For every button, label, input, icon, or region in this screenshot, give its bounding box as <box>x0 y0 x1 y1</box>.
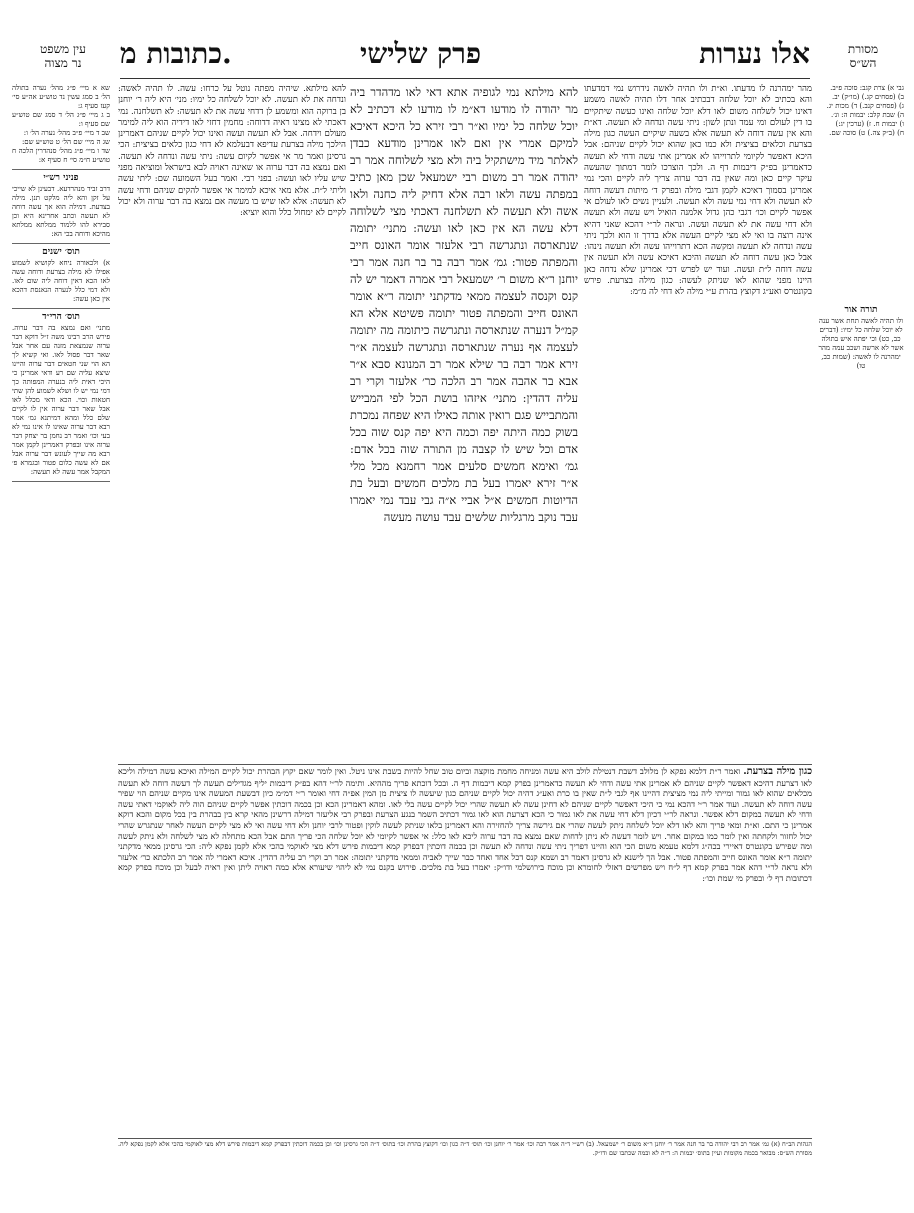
ein-mishpat-entry: ב ג מיי׳ פ״ג הל׳ ד סמג שם טוש״ע שם סעיף ו: <box>12 111 110 128</box>
masoret-entry: ח) (ב״ק צה.) ט) סוכה שם. <box>829 129 904 137</box>
masoret-entry: ה) שבת קלב: יבמות ה: ונ׳. <box>831 111 904 119</box>
tosafot-yeshanim-box <box>12 248 110 309</box>
masoret-label: מסורת <box>847 42 879 56</box>
hashas-label: הש״ס <box>849 56 877 70</box>
masoret-entry: ב) (פסחים קג.) (מו״ק) יב. <box>832 93 904 101</box>
tosafot-yeshanim-text: א) ולכאורה ניחא לקושיא לשמוע אפילו לא מילה בצרעת ודוחה עשה לאו הכא דאין דוחה ליה שום לאו. ולא דמי כלל לנערה הנאנסת דהכא אין כאן עשה: <box>12 259 110 303</box>
masoret-entry: ג) (פסחים קנב.) ד) מכות יג. <box>826 102 904 110</box>
ein-mishpat-heading <box>18 42 108 70</box>
commentary-right-text: מהר ימהרנה לו מדעתו. וא״ת ולו תהיה לאשה נידרוש נמי דמדעתו והא בכתיב לא יוכל שלחה דבכתיב אחר דלו תהיה לאשה משמע דאינו יכול לשלחה משום לאו דלא יוכל שלחה ואינו כעשה שיתקיים בו דין לעולם ומי עמד ונתן לשון: ניתי עשה ונדחה לא תעשה. דא״ת והא אין עשה דוחה לא תעשה אלא בשעה שיקיים העשה כגון מילה בצרעת וכלאים בציצית ולא כמו כאן שהוא יכול לקיים שניהם: אבל היכא דאפשר לקיומי לתרוייהו לא אמרינן אתי עשה ודחי לא תעשה כדאמרינן בפ״ק דיבמות דף ה. ולכך הוצרכו לומר דמתוך שהעשה עיקר קיים כאן ומה שאין בה דבר ערוה צריך ליה לקיים והכי נמי אמרינן בסמוך דאיכא לקמן דגבי מילה ובפרק ד׳ מיתות דעשה דוחה לא תעשה ולא דחי נמי עשה ולא תעשה. ולעניין נשים לאו לעולם אי אפשר לקיים וכו׳ דגבי כהן גדול אלמנה הואיל ויש עשה ולא תעשה ולא דחי עשה את לא תעשה ועשה. ונראה לר״י דהכא שאני דהיא אינה רוצה בו ואי לא מצי לקיים העשה אלא בדרך זו הוא ולכך ניתי עשה ונדחה לא תעשה ומקשה הכא דתרוייהו עשה ולא תעשה נינהו: אבל כאן עשה דוחה לא תעשה והיכא דאיכא עשה ולא תעשה אין עשה דוחה ל״ת ועשה. ועוד יש לפרש דכי אמרינן שלא נדחה כאן היינו מפני שהוא לאו שניתק לעשה: כגון מילה בצרעת. פירש בקונטרס ואע״ג דקוצץ בהרת ע״י מילה לא דחי לה מ״מ: <box>584 84 812 298</box>
tosafot-rid-text: מתני׳ ואם נמצא בה דבר ערוה. פירש הרב רבינו משה ז״ל דוקא דבר ערוה שנמצאת מזנה עם אחר אבל שאר דבר פסול לאו. ואי קשיא לך הא הוי שני חטאים דבר ערוה והיינו שיצא עליה שם רע ודאי אמרינן כי היכי דאית ליה בנערה המפותה כך דמי נמי יש לו ושלא לשמוע להן שתי חטאות וכוי. הכא ודאי מכלל לאו אבל שאר דבר ערוה אין לו לקיים שלם כלל ומהא דמיתנא גמ׳ אמר רבא דבר ערוה שאינו לו אינו נמי לא בעי וכו׳ ואמר רב נחמן בר יצחק דבר ערוה אינו ובפרק דאמרינן לקמן אמר רבא מה שייך לעונש דבר ערוה אבל אם לא עשה כלום פטור ובגמרא פ׳ המקבל אמר עשה לא תעשה: <box>12 324 110 476</box>
commentary-column-right <box>584 84 812 764</box>
header-rule <box>120 78 810 79</box>
ner-mitzvah-label: נר מצוה <box>44 56 82 70</box>
footer-text: הגהות הב״ח (א) גמ׳ אמר רב רבי יהודה בר בר חנה אמר ר׳ יוחנן ר״א משום ר׳ ישמעאל. (ב) רש״י ד״ה אמר רבה וכו׳ אמר ר׳ יוחנן וכו׳ תוס׳ ד״ה כגון וכו׳ דקוצץ בהרת וכו׳ בתוס׳ ד״ה הכי גרסינן וכו׳ וכן בכמה דוכתין דבפרק קמא דיבמות פירש דלא מצי לאוקמי בהכי אלא לקמן נפקא ליה. מסורת הש״ס: מבואר בכמה מקומות ועיין בתוס׳ יבמות ה: ד״ה לא ובמה שכתבו שם ודו״ק. <box>118 1140 812 1157</box>
masoret-heading <box>822 42 904 70</box>
gemara-text: להא מילתא נמי לגופיה אתא דאי לאו מדהדר ביה מר יהודה לו מודעו דא״מ לו מודעו לא דכתיב לא יוכל שלחה כל ימיו וא״ר רבי זירא כל היכא דאיכא למיקם אמרי אין ואם לאו אמרינן מודעא כבדן לאלתר מיד מישתקיל ביה ולא מצי לשלוחה אמר רב יהודה אמר רב משום רבי ישמעאל שכן מאן כתיב במפתה עשה ולאו רבה אלא דחיק ליה כחנה ולאו אשה ולא תעשה לא תשלחנה דאכתי מצי לשלוחה דלא עשה הא אין כאן לאו ועשה: מתני׳ יתומה שנתארסה ונתגרשה רבי אלעזר אומר האונס חייב והמפתה פטור: גמ׳ אמר רבה בר בר חנה אמר רבי יוחנן ר״א משום ר׳ ישמעאל רבי אמרה דאמר יש לה קנס וקנסה לעצמה ממאי מדקתני יתומה ר״א אומר האונס חייב והמפתה פטור יתומה פשיטא אלא הא קמ״ל דנערה שנתארסה ונתגרשה כיתומה מה יתומה לעצמה אף נערה שנתארסה ונתגרשה לעצמה א״ר זירא אמר רבה בר שילא אמר רב המנונא סבא א״ר אבא בר אהבה אמר רב הלכה כר׳ אלעזר וקרי רב עליה דהדין: מתני׳ איזהו בושת הכל לפי המבייש והמתבייש פגם רואין אותה כאילו היא שפחה נמכרת בשוק כמה היתה יפה וכמה היא יפה קנס שוה בכל אדם וכל שיש לו קצבה מן התורה שוה בכל אדם: גמ׳ ואימא חמשים סלעים אמר רחמנא מכל מלי א״ר זירא יאמרו בעל בת מלכים חמשים ובעל בת הדיוטות חמשים א״ל אביי א״ה גבי עבד נמי יאמרו עבד נוקב מרגליות שלשים עבד עושה מעשה <box>350 85 578 524</box>
gemara-main-text <box>350 84 578 764</box>
masoret-hashas-column <box>818 84 904 304</box>
masoret-entry: ו) יבמות ח. ז) (ערכין יג:) <box>835 120 904 128</box>
penei-rashi-text: דרב זביד מנהרדעא. דבעינן לא שייכי על זקן והא ליה מלקט תנן. מילה בצדעת. דמילה הוא אך עשה דוחה לא תעשה וכתב אחרינא היא וכן סבירא להו ללמוד ממלתא ממלתא מהיכא ודוחה בכי הא: <box>12 185 110 238</box>
ein-mishpat-entry: שב ד מיי׳ פ״ב מהל׳ נערה הל׳ ו: <box>23 129 110 137</box>
footer-rule <box>118 1138 812 1139</box>
footer-glosses <box>118 1140 812 1184</box>
tosafot-rid-box <box>12 313 110 482</box>
ein-mishpat-entry: שא א מיי׳ פ״ג מהל׳ נערה בתולה הל׳ ב סמג עשין נד טוש״ע אה״ע סי׳ קעז סעיף ג: <box>12 84 110 110</box>
bottom-section-rule <box>118 764 812 765</box>
penei-rashi-box <box>12 174 110 244</box>
ein-mishpat-entry: שד ו מיי׳ פ״ג מהל׳ סנהדרין הלכה ח טוש״ע ח״מ סי׳ ח סעיף א: <box>12 147 110 164</box>
bottom-lead-words: כגון מילה בצרעת. <box>743 766 812 777</box>
torah-ohr-text: ולו תהיה לאשה תחת אשר ענה לא יוכל שלחה כל ימיו: (דברים כב, כט) וכי יפתה איש בתולה אשר לא ארשה ושכב עמה מהר ימהרנה לו לאשה: (שמות כב, טו) <box>818 317 904 370</box>
tractate-folio-title: כתובות מ. <box>120 37 232 70</box>
commentary-left-text: להא מילתא. שיהיה מפתה נוטל על כרחו: עשה. לו תהיה לאשה: ונדחה את לא תעשה. לא יוכל לשלחה כל ימיו: מני׳ היא ליה ר׳ יוחנן בן ברוקה הוא ומשמע לן דדחי עשה את לא תעשה: לא תשלחנה. נמי דאכתי לא מצינו ראיה דדוחה: מחמין דחזי לאו דידיה הוא ליה למימר מעולם וידחה. אבל לא תעשה ועשה ואינו יכול לקיים שניהם דאמרינן הילכך מילה בצרעת עדיפא דבעלמא לא דחי כגון כלאים בציצית: הכי גרסינן ואמר מר אי אפשר לקיום עשה: ניתי עשה ונדחה לא תעשה. ואם נמצא בה דבר ערוה או שאינה ראויה לבא בישראל ומוציאה מפני שיש עליו לאו ועשה: בפני רבי. ואמר בעל השמועה שם: ליתי עשה וליתי ל״ת. אלא מאי איכא למימר אי אפשר להקים שניהם ודחי עשה לא תעשה: אלא לאו שיש בו מעשה אם נמצא בה דבר ערוה ולא יכול לקיים לא ימחול כלל והוא יוציא: <box>118 84 346 219</box>
bottom-commentary-text: ואמר ר״ת דלמא נפקא לן מלולב דשבת דנטילת לולב היא עשה ומניחה מחמת מוקצה וביום טוב שחל להיות בשבת אינו ניטל. ואין לומר שאם יקוץ הבהרת יכול לקיים המילה ואיכא עשה דמילה וליכא לאו דצרעת דהיכא דאפשר לקיים שניהם לא אמרינן אתי עשה ודחי לא תעשה כדאמרינן בפרק קמא דיבמות דף ה. ובכל דוכתא פריך מההיא. ותימה לר״י דהא בפ״ק דיבמות יליף מגדילים תעשה לך דעשה דוחה לא תעשה מכלאים שהוא לאו גמור ומייתי ליה נמי מציצית דהיינו אף לגבי ל״ת שאין בו כרת ואע״ג דהיה יכול לקיים שניהם כגון שיעשה לו ציצית מן המין אפ״ה דחי ואומר ר״י דמ״מ כיון דבשעת המעשה אינו מקיים שניהם הוי שפיר עשה דוחה לא תעשה. ועוד אמר ר״י דהכא נמי כי היכי דאפשר לקיים שניהם לא דחינן עשה לא תעשה שהרי יכול לקיים עשה בלי לאו. ומהא דאמרינן הכא וכן בכמה דוכתין אפשר לקיים שניהם הוה ליה לאוקמי דאתי עשה ודחי לא תעשה במקום דלא אפשר. ונראה לר״י דכיון דלא דחי עשה את לאו גמור כי הכא דצרעת הוא לאו גמור דכתיב השמר בנגע הצרעת ובפרק רבי אליעזר דמילה דרשינן מהאי קרא בין בבהרת בין בכל מקום והכא דוקא אמרינן כי התם. וא״ת ומאי פריך והא לאו דלא יוכל לשלחה ניתק לעשה שהרי אם גירשה צריך להחזירה והא דאמרינן בלאו שניתק לעשה לוקין ופטור לרבי יוחנן ולא דחי עשה ואי לא מצי לקיים העשה לאחר שנתגרש שהרי יכול לחזור ולקחתה ואין לומר כמו במקום אחר. ויש לומר דעשה לא ניתן לדחות שאם נמצא בה דבר ערוה ליכא לאו כלל: אי אפשר לקיומי לא יוכל שלחה הכי פריך התם אבל הכא מתחלה לא מצי לשלחה ולא ניתק לעשה ומה שפירש בקונטרס דאיירי בכה״ג דלמא טעמא משום הכי הוא והיינו דפריך ניתי עשה ונדחה לא תעשה וכן בכמה דוכתין דבפרק קמא דיבמות פירש דלא מצי לאוקמי בהכי אלא לקמן נפקא ליה: הכי גרסינן ממאי מדקתני יתומה ר״א אומר האונס חייב והמפתה פטור. אבל הך לישנא לא גרסינן דאמר רב ושמא קנס דכל אחד ואחד כבר שייך לאביה וממאי מדקתני יתומה: אמר רב וקרי רב עליה דהדין. איכא דאמרי לה אמר רב הלכתא כר׳ אלעזר ולא נראה לר״י דהא אמר בפרק קמא דף ל״ח ויש מפרשים דאזלי לחומרא וכן מוכח בירושלמי ודו״ק: יאמרו בעל בת מלכים. פירוש בקנס נמי לא ליהוי שיעורא אלא כמה ראויה ליתן ואין ראיה לבעל וכן מוכח בפרק קמא דכתובות דף ל׳ ובפרק מי שמת וכו׳: <box>118 766 812 883</box>
penei-rashi-title: פניני רש״י <box>43 173 79 183</box>
tosafot-rid-title: תוס׳ הרי״ד <box>42 312 80 322</box>
bottom-commentary <box>118 766 812 1138</box>
tosafot-yeshanim-title: תוס׳ ישנים <box>42 247 80 257</box>
chapter-number: פרק שלישי <box>360 37 482 70</box>
ein-mishpat-label: עין משפט <box>40 42 86 56</box>
torah-ohr-box <box>818 304 904 424</box>
commentary-column-left <box>118 84 346 764</box>
ein-mishpat-box <box>12 84 110 170</box>
ein-mishpat-entry: שג ה מיי׳ שם הל׳ ט טוש״ע שם: <box>21 138 110 146</box>
chapter-name: אלו נערות <box>699 37 810 70</box>
left-margin-column <box>12 84 110 1194</box>
torah-ohr-title: תורה אור <box>844 305 878 315</box>
masoret-entry: גבי א) צרת קגב: סוכה פ״ב. <box>830 84 904 92</box>
page-header <box>120 34 810 74</box>
